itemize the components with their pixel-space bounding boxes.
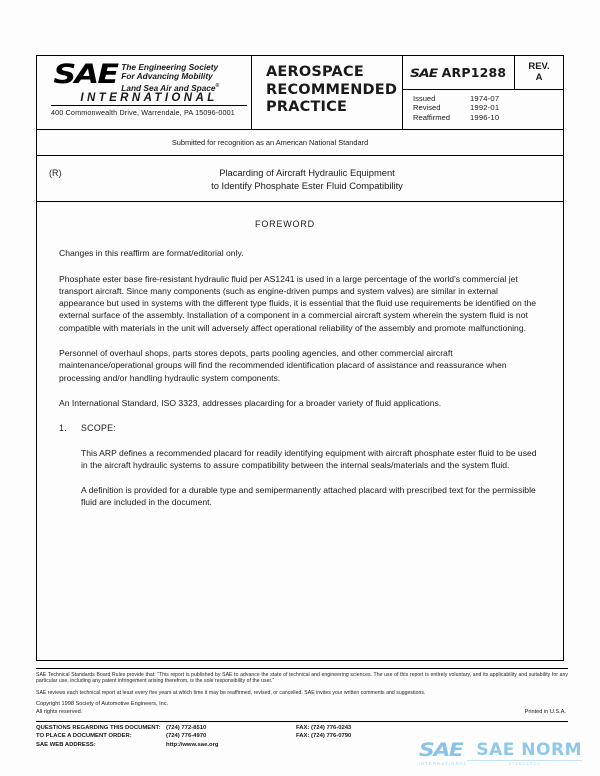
doc-type-line-3: PRACTICE	[266, 99, 348, 115]
copyright-line-2: All rights reserved.	[36, 708, 83, 715]
date-value-reaffirmed: 1996-10	[470, 112, 500, 122]
watermark-text-block	[467, 741, 582, 766]
legal-paragraph-2: SAE reviews each technical report at least every five years at which time it may be reaffirmed, revised, or cancelled. SAE invites your written comments and suggestions.	[36, 689, 426, 696]
scope-heading: SCOPE:	[81, 423, 117, 434]
date-row-reaffirmed	[413, 113, 563, 122]
contact-labels	[36, 724, 166, 749]
revision-value: A	[535, 72, 543, 83]
logo-top	[51, 59, 245, 93]
copyright-line-1: Copyright 1998 Society of Automotive Engineers, Inc.	[36, 701, 169, 708]
revision-cell	[515, 56, 563, 89]
copyright-row	[36, 701, 568, 716]
date-value-revised: 1992-01	[470, 103, 500, 113]
date-row-issued	[413, 94, 563, 103]
watermark-mark-block	[419, 741, 468, 766]
document-identifier	[403, 56, 515, 89]
document-number-row	[403, 56, 563, 90]
foreword-heading: FOREWORD	[255, 219, 315, 229]
contact-label-order: TO PLACE A DOCUMENT ORDER:	[36, 733, 132, 740]
tagline-line-2: For Advancing Mobility	[121, 71, 213, 82]
form-header-row	[37, 56, 563, 130]
date-label-issued: Issued	[413, 94, 436, 103]
revision-marker: (R)	[49, 168, 62, 178]
sae-watermark-logo-icon: SAE	[418, 739, 463, 761]
submitted-note-row	[37, 130, 563, 156]
sae-small-logo-icon: SAE	[410, 65, 438, 80]
page-footer	[36, 668, 568, 749]
date-label-revised: Revised	[413, 103, 441, 113]
document-title	[37, 166, 563, 192]
sae-address: 400 Commonwealth Drive, Warrendale, PA 15096-0001	[51, 108, 235, 118]
scope-number: 1.	[59, 423, 67, 434]
tagline-line-3: Land Sea Air and Space®	[121, 82, 220, 93]
submitted-note: Submitted for recognition as an American National Standard	[171, 138, 369, 147]
contact-fax-values	[296, 724, 436, 749]
sae-norm-watermark	[419, 741, 582, 766]
scope-heading-row	[59, 422, 541, 434]
foreword-paragraph-4: An International Standard, ISO 3323, addresses placarding for a broader variety of fluid applications.	[59, 397, 442, 408]
doc-type-line-2: RECOMMENDED	[266, 81, 398, 98]
document-body	[37, 202, 563, 509]
date-row-revised	[413, 103, 563, 112]
document-title-row	[37, 156, 563, 202]
contact-phone-questions: (724) 772-8510	[166, 725, 207, 732]
foreword-paragraph-2: Phosphate ester base fire-resistant hydraulic fluid per AS1241 is used in a large percentage of the world's commercial jet transport aircraft. Since many components (such as engine-driven pumps and system valves) are similar in external appearance but used in systems with the different type fluids, it is essential that the fluid use requirements be identified on the external surface of the assembly. Installation of a component in a commercial aircraft system wherein the system fluid is not compatible with materials in the unit will adversely affect operational reliability of the assembly and promote malfunctioning.	[59, 273, 537, 333]
date-label-reaffirmed: Reaffirmed	[413, 112, 451, 122]
contact-label-questions: QUESTIONS REGARDING THIS DOCUMENT:	[36, 725, 161, 732]
tagline-line-1: The Engineering Society	[121, 62, 219, 72]
doc-type-line-1: AEROSPACE	[266, 64, 364, 80]
document-title-line-1: Placarding of Aircraft Hydraulic Equipment	[219, 166, 395, 178]
contact-web-address[interactable]: http://www.sae.org	[166, 741, 219, 748]
watermark-mark-subtitle: INTERNATIONAL	[418, 761, 468, 766]
contact-fax-order: FAX: (724) 776-0790	[296, 733, 352, 740]
standard-form-box	[36, 55, 564, 661]
document-number: ARP1288	[441, 65, 507, 80]
document-type-cell	[252, 56, 403, 129]
watermark-text: SAE NORM	[476, 740, 582, 760]
foreword-paragraph-1: Changes in this reaffirm are format/editorial only.	[59, 248, 244, 259]
sae-logo-icon: SAE	[53, 59, 118, 90]
date-value-issued: 1974-07	[470, 94, 500, 103]
scope-paragraph-2: A definition is provided for a durable type and semipermanently attached placard with prescribed text for the permissible fluid are included in the document.	[81, 485, 536, 508]
revision-label: REV.	[528, 61, 550, 72]
sae-logo-cell	[37, 56, 252, 129]
copyright-block	[36, 701, 168, 716]
registered-mark-icon: ®	[215, 82, 220, 89]
document-dates	[403, 90, 563, 129]
contact-values	[166, 724, 296, 749]
legal-paragraph-1: SAE Technical Standards Board Rules provide that: “This report is published by SAE to advance the state of technical and engineering sciences. The use of this report is entirely voluntary, and its applicability and suitability for any particular use, including any patent infringement arising therefrom, is the sole responsibility of the user.”	[36, 671, 568, 685]
international-label: INTERNATIONAL	[51, 92, 247, 106]
logo-tagline	[121, 63, 219, 93]
scope-paragraph-1: This ARP defines a recommended placard for readily identifying equipment with aircraft phosphate ester fluid to be used in the aircraft hydraulic systems to assure compatibility between the internal seals/materials and the system fluid.	[81, 447, 537, 470]
foreword-paragraph-3: Personnel of overhaul shops, parts stores depots, parts pooling agencies, and other commercial aircraft maintenance/operational groups will find the recommended identification placard of assistance and reassurance when processing and/or handling hydraulic system components.	[59, 348, 507, 383]
contact-label-web: SAE WEB ADDRESS:	[36, 741, 96, 748]
contact-fax-questions: FAX: (724) 776-0243	[296, 725, 352, 732]
document-title-line-2: to Identify Phosphate Ester Fluid Compatibility	[211, 179, 403, 191]
watermark-text-subtitle: STANDARDS	[467, 760, 582, 766]
legal-notice	[36, 669, 568, 696]
document-number-cell	[403, 56, 563, 129]
contact-phone-order: (724) 776-4970	[166, 733, 207, 740]
printed-in-label: Printed in U.S.A.	[524, 708, 566, 715]
